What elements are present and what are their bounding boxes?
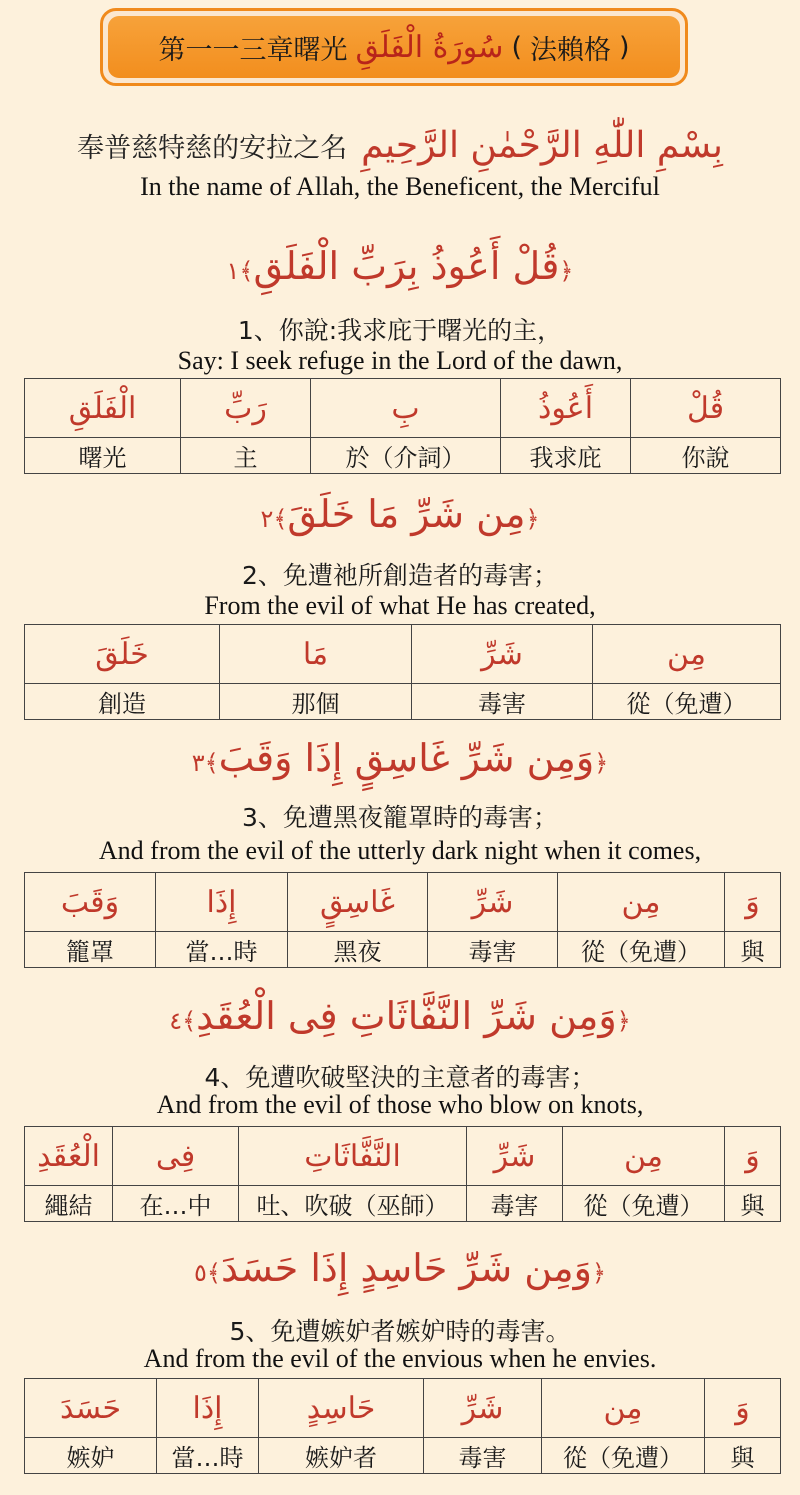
chapter-header-inner	[108, 16, 680, 78]
verse-1-word-table	[24, 378, 781, 474]
word-zh: 當…時	[156, 932, 288, 968]
word-ar: مِن	[542, 1379, 705, 1438]
word-zh: 毒害	[424, 1438, 542, 1474]
word-ar: مَا	[220, 625, 412, 684]
word-ar: الْفَلَقِ	[25, 379, 181, 438]
word-zh: 於（介詞）	[311, 438, 501, 474]
verse-5-ar	[0, 1238, 800, 1303]
surah-title-ar: سُورَةُ الْفَلَقِ	[355, 29, 504, 65]
verse-1-ar	[0, 236, 800, 301]
word-ar: النَّفَّاثَاتِ	[239, 1127, 467, 1186]
word-zh: 毒害	[428, 932, 558, 968]
word-ar: أَعُوذُ	[501, 379, 631, 438]
verse-4-ar-text: وَمِن شَرِّ النَّفَّاثَاتِ فِى الْعُقَدِ	[196, 994, 617, 1038]
word-zh: 主	[181, 438, 311, 474]
word-zh: 從（免遭）	[542, 1438, 705, 1474]
word-ar: إِذَا	[157, 1379, 259, 1438]
word-ar: خَلَقَ	[25, 625, 220, 684]
verse-5-ar-text: وَمِن شَرِّ حَاسِدٍ إِذَا حَسَدَ	[220, 1246, 592, 1290]
word-ar: مِن	[563, 1127, 725, 1186]
word-zh: 繩結	[25, 1186, 113, 1222]
word-ar: غَاسِقٍ	[288, 873, 428, 932]
word-zh: 你說	[631, 438, 781, 474]
verse-5-marker: ﴾٥﴿	[194, 1259, 606, 1287]
word-zh: 從（免遭）	[563, 1186, 725, 1222]
word-zh: 籠罩	[25, 932, 156, 968]
verse-2-ar-text: مِن شَرِّ مَا خَلَقَ	[287, 492, 526, 536]
word-ar: وَ	[705, 1379, 781, 1438]
word-ar: وَقَبَ	[25, 873, 156, 932]
verse-3-word-table	[24, 872, 781, 968]
word-ar: رَبِّ	[181, 379, 311, 438]
chapter-title-zh: 第一一三章曙光	[158, 34, 348, 66]
verse-1-marker: ﴾١﴿	[226, 257, 574, 285]
verse-3-en: And from the evil of the utterly dark night when it comes,	[98, 836, 702, 865]
chapter-header	[100, 8, 688, 86]
verse-5-word-table	[24, 1378, 781, 1474]
verse-3-ar	[0, 728, 800, 793]
word-zh: 那個	[220, 684, 412, 720]
verse-1-zh: 1、你說:我求庇于曙光的主，	[237, 316, 563, 345]
word-zh: 從（免遭）	[558, 932, 725, 968]
verse-2-marker: ﴾٢﴿	[260, 505, 540, 533]
verse-4-en: And from the evil of those who blow on knots,	[156, 1090, 644, 1119]
verse-5-zh: 5、免遭嫉妒者嫉妒時的毒害。	[229, 1317, 571, 1346]
word-ar: شَرِّ	[467, 1127, 563, 1186]
word-zh: 與	[705, 1438, 781, 1474]
word-zh: 毒害	[412, 684, 593, 720]
word-ar: إِذَا	[156, 873, 288, 932]
basmala-ar: بِسْمِ اللّٰهِ الرَّحْمٰنِ الرَّحِيمِ	[361, 124, 723, 166]
word-ar: شَرِّ	[428, 873, 558, 932]
word-ar: حَاسِدٍ	[259, 1379, 424, 1438]
word-zh: 嫉妒者	[259, 1438, 424, 1474]
word-zh: 我求庇	[501, 438, 631, 474]
word-ar: شَرِّ	[424, 1379, 542, 1438]
verse-4-zh: 4、免遭吹破堅決的主意者的毒害；	[204, 1063, 596, 1092]
surah-title-transliteration: 法賴格	[529, 34, 611, 66]
word-zh: 創造	[25, 684, 220, 720]
word-ar: شَرِّ	[412, 625, 593, 684]
word-ar: بِ	[311, 379, 501, 438]
verse-2-ar	[0, 484, 800, 549]
word-zh: 曙光	[25, 438, 181, 474]
word-ar: مِن	[558, 873, 725, 932]
basmala-zh: 奉普慈特慈的安拉之名	[77, 132, 348, 164]
word-zh: 黑夜	[288, 932, 428, 968]
verse-3-ar-text: وَمِن شَرِّ غَاسِقٍ إِذَا وَقَبَ	[218, 736, 595, 780]
verse-4-ar	[0, 986, 800, 1051]
word-ar: وَ	[725, 873, 781, 932]
basmala-en: In the name of Allah, the Beneficent, the Merciful	[140, 172, 660, 201]
word-zh: 在…中	[113, 1186, 239, 1222]
verse-2-en: From the evil of what He has created,	[204, 591, 596, 620]
verse-3-zh: 3、免遭黑夜籠罩時的毒害；	[242, 803, 558, 832]
paren-open: (	[511, 31, 522, 63]
verse-4-marker: ﴾٤﴿	[169, 1007, 631, 1035]
verse-2-zh: 2、免遭祂所創造者的毒害；	[242, 561, 558, 590]
verse-2-word-table	[24, 624, 781, 720]
verse-4-word-table	[24, 1126, 781, 1222]
word-zh: 嫉妒	[25, 1438, 157, 1474]
word-zh: 當…時	[157, 1438, 259, 1474]
paren-close: )	[618, 31, 630, 63]
word-ar: الْعُقَدِ	[25, 1127, 113, 1186]
word-ar: فِى	[113, 1127, 239, 1186]
verse-5-en: And from the evil of the envious when he envies.	[143, 1344, 657, 1373]
word-zh: 與	[725, 932, 781, 968]
word-ar: حَسَدَ	[25, 1379, 157, 1438]
word-zh: 從（免遭）	[593, 684, 781, 720]
word-ar: مِن	[593, 625, 781, 684]
verse-1-en: Say: I seek refuge in the Lord of the dawn,	[177, 346, 623, 375]
word-zh: 毒害	[467, 1186, 563, 1222]
word-zh: 吐、吹破（巫師）	[239, 1186, 467, 1222]
verse-3-marker: ﴾٣﴿	[191, 749, 609, 777]
word-ar: وَ	[725, 1127, 781, 1186]
word-zh: 與	[725, 1186, 781, 1222]
word-ar: قُلْ	[631, 379, 781, 438]
verse-1-ar-text: قُلْ أَعُوذُ بِرَبِّ الْفَلَقِ	[253, 244, 560, 288]
basmala	[0, 118, 800, 172]
